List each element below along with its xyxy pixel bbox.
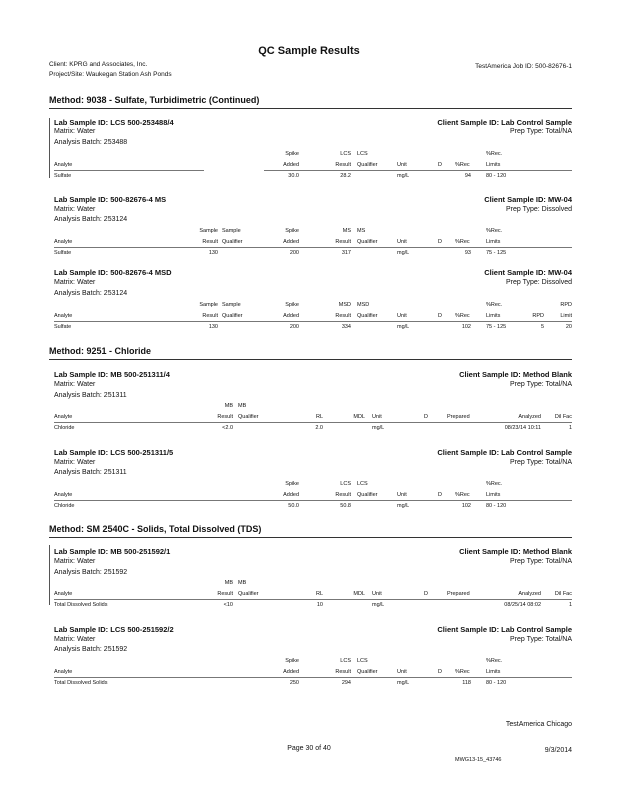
footer-date: 9/3/2014 [544, 747, 572, 754]
prep-type: Prep Type: Total/NA [510, 128, 572, 135]
client-name: Client: KPRG and Associates, Inc. [49, 61, 148, 68]
recovery-limits: 80 - 120 [486, 503, 507, 509]
lcs-result: 294 [341, 680, 351, 686]
client-sample-id: Client Sample ID: Method Blank [459, 370, 572, 379]
col-head: MS [342, 228, 351, 234]
col-head: D [438, 669, 442, 675]
client-sample-id: Client Sample ID: MW-04 [484, 195, 572, 204]
mb-result: <2.0 [222, 425, 233, 431]
col-head: MB [224, 403, 233, 409]
col-head: Analyte [54, 669, 73, 675]
col-head: Unit [397, 162, 407, 168]
recovery-limits: 80 - 120 [486, 680, 507, 686]
col-head: RL [315, 591, 323, 597]
lab-sample-id: Lab Sample ID: 500-82676-4 MSD [54, 268, 172, 277]
col-head: Spike [285, 481, 299, 487]
col-head: D [424, 591, 428, 597]
col-head: Analyte [54, 239, 73, 245]
analyte-name: Sulfate [54, 324, 72, 330]
page-number: Page 30 of 40 [287, 745, 331, 752]
col-head: D [438, 492, 442, 498]
footer-company: TestAmerica Chicago [505, 721, 572, 728]
col-head: Spike [285, 302, 299, 308]
col-head: MB [238, 403, 247, 409]
col-head: Result [202, 239, 218, 245]
unit: mg/L [397, 173, 410, 179]
unit: mg/L [397, 680, 410, 686]
client-sample-id: Client Sample ID: Method Blank [459, 547, 572, 556]
analysis-batch: Analysis Batch: 251311 [54, 392, 127, 399]
matrix: Matrix: Water [54, 128, 96, 135]
spike-added: 200 [289, 324, 299, 330]
col-head: Added [283, 669, 299, 675]
col-head: Spike [285, 658, 299, 664]
col-head: Dil Fac [554, 591, 572, 597]
col-head: Analyzed [518, 591, 541, 597]
col-head: Result [335, 162, 351, 168]
col-head: %Rec. [486, 151, 503, 157]
spike-added: 30.0 [288, 173, 299, 179]
col-head: Result [335, 239, 351, 245]
analyte-name: Sulfate [54, 173, 72, 179]
col-head: Analyte [54, 492, 73, 498]
reporting-limit: 10 [316, 602, 323, 608]
col-head: MSD [357, 302, 370, 308]
rpd-limit: 20 [565, 324, 572, 330]
col-head: D [438, 313, 442, 319]
col-head: Qualifier [222, 239, 243, 245]
method-heading: Method: 9251 - Chloride [49, 346, 152, 356]
page-title: QC Sample Results [258, 45, 360, 57]
col-head: D [438, 162, 442, 168]
lab-sample-id: Lab Sample ID: 500-82676-4 MS [54, 195, 167, 204]
method-rule [49, 108, 572, 109]
col-head: Qualifier [357, 239, 378, 245]
col-head: %Rec [455, 162, 470, 168]
lab-sample-id: Lab Sample ID: LCS 500-251592/2 [54, 625, 174, 634]
col-head: Result [335, 313, 351, 319]
matrix: Matrix: Water [54, 636, 96, 643]
job-id: TestAmerica Job ID: 500-82676-1 [475, 63, 572, 70]
col-head: Analyte [54, 414, 73, 420]
col-head: Sample [199, 302, 218, 308]
col-head: MS [357, 228, 366, 234]
col-head: Qualifier [238, 591, 259, 597]
lab-sample-id: Lab Sample ID: LCS 500-251311/5 [54, 448, 174, 457]
col-head: Prepared [447, 591, 470, 597]
col-head: %Rec [455, 239, 470, 245]
col-head: Limits [486, 313, 501, 319]
sample-result: 130 [208, 250, 218, 256]
method-heading: Method: 9038 - Sulfate, Turbidimetric (Continued) [49, 95, 260, 105]
unit: mg/L [372, 602, 385, 608]
analyte-name: Total Dissolved Solids [54, 602, 108, 608]
percent-recovery: 118 [462, 680, 471, 686]
prep-type: Prep Type: Dissolved [505, 206, 572, 213]
analysis-batch: Analysis Batch: 251592 [54, 569, 128, 576]
analyzed-date: 08/23/14 10:11 [504, 425, 541, 431]
col-head: Qualifier [357, 162, 378, 168]
percent-recovery: 94 [464, 173, 471, 179]
matrix: Matrix: Water [54, 381, 96, 388]
col-head: LCS [340, 481, 351, 487]
ms-result: 317 [341, 250, 351, 256]
col-head: LCS [357, 151, 368, 157]
dilution-factor: 1 [568, 425, 572, 431]
col-head: Spike [285, 228, 299, 234]
analysis-batch: Analysis Batch: 251311 [54, 469, 127, 476]
block-bar [49, 545, 50, 605]
analyte-name: Chloride [54, 425, 75, 431]
prep-type: Prep Type: Dissolved [505, 279, 572, 286]
rpd-value: 5 [540, 324, 544, 330]
spike-added: 250 [289, 680, 299, 686]
analyzed-date: 08/25/14 08:02 [504, 602, 541, 608]
col-head: Qualifier [357, 313, 378, 319]
col-head: MB [238, 580, 247, 586]
col-head: %Rec [455, 313, 470, 319]
col-head: Prepared [447, 414, 470, 420]
recovery-limits: 75 - 125 [486, 324, 507, 330]
col-head: Analyte [54, 162, 73, 168]
col-head: MDL [353, 414, 365, 420]
block-bar [49, 118, 50, 178]
col-head: Unit [372, 414, 382, 420]
msd-result: 334 [341, 324, 351, 330]
matrix: Matrix: Water [54, 206, 96, 213]
col-head: Sample [222, 228, 241, 234]
col-head: MDL [353, 591, 365, 597]
col-head: Limits [486, 669, 501, 675]
recovery-limits: 80 - 120 [486, 173, 507, 179]
unit: mg/L [397, 250, 410, 256]
col-head: %Rec. [486, 481, 503, 487]
col-head: Spike [285, 151, 299, 157]
mb-result: <10 [223, 602, 233, 608]
col-head: Qualifier [222, 313, 243, 319]
project-site: Project/Site: Waukegan Station Ash Ponds [49, 71, 172, 78]
col-head: Unit [397, 239, 407, 245]
matrix: Matrix: Water [54, 558, 96, 565]
col-head: %Rec. [486, 658, 503, 664]
analysis-batch: Analysis Batch: 251592 [54, 646, 128, 653]
col-head: Limit [560, 313, 572, 319]
document-code: MWG13-15_43746 [455, 757, 502, 763]
reporting-limit: 2.0 [315, 425, 323, 431]
percent-recovery: 102 [461, 503, 471, 509]
col-head: %Rec. [486, 302, 503, 308]
col-head: MSD [338, 302, 351, 308]
col-head: Limits [486, 162, 501, 168]
col-head: %Rec [455, 492, 470, 498]
col-head: %Rec [455, 669, 470, 675]
recovery-limits: 75 - 125 [486, 250, 507, 256]
lab-sample-id: Lab Sample ID: MB 500-251311/4 [54, 370, 170, 379]
col-head: LCS [357, 658, 368, 664]
analyte-name: Chloride [54, 503, 75, 509]
prep-type: Prep Type: Total/NA [510, 459, 572, 466]
unit: mg/L [372, 425, 385, 431]
lab-sample-id: Lab Sample ID: LCS 500-253488/4 [54, 118, 174, 127]
col-head: Qualifier [357, 492, 378, 498]
col-head: Result [335, 669, 351, 675]
spike-added: 200 [289, 250, 299, 256]
col-head: Result [217, 591, 233, 597]
col-head: Added [283, 239, 299, 245]
matrix: Matrix: Water [54, 279, 96, 286]
col-head: RL [315, 414, 323, 420]
col-head: Sample [222, 302, 241, 308]
col-head: D [438, 239, 442, 245]
col-head: Limits [486, 492, 501, 498]
analysis-batch: Analysis Batch: 253488 [54, 139, 128, 146]
lcs-result: 50.8 [340, 503, 351, 509]
col-head: Added [283, 313, 299, 319]
client-sample-id: Client Sample ID: Lab Control Sample [437, 625, 572, 634]
col-head: RPD [532, 313, 544, 319]
col-head: Qualifier [357, 669, 378, 675]
col-head: Analyte [54, 591, 73, 597]
col-head: Limits [486, 239, 501, 245]
lab-sample-id: Lab Sample ID: MB 500-251592/1 [54, 547, 171, 556]
col-head: Unit [397, 669, 407, 675]
client-sample-id: Client Sample ID: Lab Control Sample [437, 448, 572, 457]
percent-recovery: 93 [464, 250, 471, 256]
col-head: Qualifier [238, 414, 259, 420]
col-head: Result [335, 492, 351, 498]
client-sample-id: Client Sample ID: MW-04 [484, 268, 572, 277]
prep-type: Prep Type: Total/NA [510, 381, 572, 388]
col-head: %Rec. [486, 228, 503, 234]
col-head: LCS [357, 481, 368, 487]
sample-result: 130 [208, 324, 218, 330]
unit: mg/L [397, 324, 410, 330]
lcs-result: 28.2 [340, 173, 351, 179]
analysis-batch: Analysis Batch: 253124 [54, 290, 128, 297]
col-head: Dil Fac [554, 414, 572, 420]
prep-type: Prep Type: Total/NA [510, 636, 572, 643]
col-head: Result [217, 414, 233, 420]
prep-type: Prep Type: Total/NA [510, 558, 572, 565]
col-head: Sample [199, 228, 218, 234]
analyte-name: Sulfate [54, 250, 72, 256]
matrix: Matrix: Water [54, 459, 96, 466]
col-head: Added [283, 162, 299, 168]
col-head: LCS [340, 658, 351, 664]
col-head: Analyzed [518, 414, 541, 420]
dilution-factor: 1 [568, 602, 572, 608]
analyte-name: Total Dissolved Solids [54, 680, 108, 686]
col-head: D [424, 414, 428, 420]
method-rule [49, 359, 572, 360]
unit: mg/L [397, 503, 410, 509]
percent-recovery: 102 [461, 324, 471, 330]
col-head: Unit [372, 591, 382, 597]
spike-added: 50.0 [288, 503, 299, 509]
analysis-batch: Analysis Batch: 253124 [54, 216, 128, 223]
col-head: LCS [340, 151, 351, 157]
col-head: Unit [397, 313, 407, 319]
col-head: Unit [397, 492, 407, 498]
client-sample-id: Client Sample ID: Lab Control Sample [437, 118, 572, 127]
col-head: Analyte [54, 313, 73, 319]
col-head: RPD [560, 302, 572, 308]
method-rule [49, 537, 572, 538]
method-heading: Method: SM 2540C - Solids, Total Dissolved (TDS) [49, 524, 262, 534]
col-head: Result [202, 313, 218, 319]
col-head: Added [283, 492, 299, 498]
col-head: MB [224, 580, 233, 586]
